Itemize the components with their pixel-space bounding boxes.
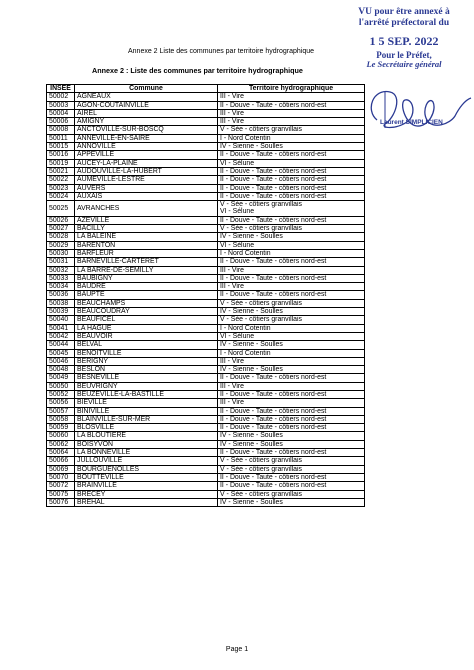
insee-cell: 50026 xyxy=(47,216,75,224)
insee-cell: 50040 xyxy=(47,316,75,324)
commune-cell: AUXAIS xyxy=(75,192,218,200)
table-row xyxy=(47,399,365,407)
territoire-cell: V - Sée - côtiers granvillais xyxy=(218,457,365,465)
insee-cell: 50060 xyxy=(47,432,75,440)
table-row xyxy=(47,274,365,282)
territoire-cell: II - Douve - Taute - côtiers nord-est xyxy=(218,167,365,175)
table-row xyxy=(47,258,365,266)
insee-cell: 50002 xyxy=(47,93,75,101)
insee-cell: 50052 xyxy=(47,390,75,398)
table-row xyxy=(47,374,365,382)
table-row xyxy=(47,126,365,134)
table-row xyxy=(47,482,365,490)
insee-cell: 50008 xyxy=(47,126,75,134)
insee-cell: 50016 xyxy=(47,151,75,159)
territoire-cell: V - Sée - côtiers granvillais xyxy=(218,465,365,473)
table-row xyxy=(47,415,365,423)
insee-cell: 50029 xyxy=(47,241,75,249)
table-row xyxy=(47,118,365,126)
table-row xyxy=(47,357,365,365)
commune-cell: LA BALEINE xyxy=(75,233,218,241)
insee-cell: 50011 xyxy=(47,134,75,142)
insee-cell: 50023 xyxy=(47,184,75,192)
territoire-cell: II - Douve - Taute - côtiers nord-est xyxy=(218,407,365,415)
insee-cell: 50015 xyxy=(47,143,75,151)
insee-cell: 50021 xyxy=(47,167,75,175)
insee-cell: 50034 xyxy=(47,283,75,291)
insee-cell: 50032 xyxy=(47,266,75,274)
column-header-commune: Commune xyxy=(75,85,218,93)
table-row xyxy=(47,299,365,307)
territoire-cell: IV - Sienne - Soulles xyxy=(218,366,365,374)
commune-cell: BINIVILLE xyxy=(75,407,218,415)
stamp-line-4: Le Secrétaire général xyxy=(366,59,442,69)
commune-cell: BELVAL xyxy=(75,341,218,349)
insee-cell: 50046 xyxy=(47,357,75,365)
table-row xyxy=(47,283,365,291)
commune-cell: BAUBIGNY xyxy=(75,274,218,282)
territoire-cell: III - Vire xyxy=(218,266,365,274)
table-row xyxy=(47,341,365,349)
commune-cell: AMIGNY xyxy=(75,118,218,126)
commune-cell: BEAUCHAMPS xyxy=(75,299,218,307)
communes-table xyxy=(46,84,365,507)
territoire-cell: I - Nord Cotentin xyxy=(218,324,365,332)
commune-cell: AGON-COUTAINVILLE xyxy=(75,101,218,109)
territoire-cell: I - Nord Cotentin xyxy=(218,134,365,142)
page-number: Page 1 xyxy=(225,646,249,653)
territoire-cell: II - Douve - Taute - côtiers nord-est xyxy=(218,151,365,159)
territoire-line: V - Sée - côtiers granvillais xyxy=(220,201,302,209)
commune-cell: BRAINVILLE xyxy=(75,482,218,490)
insee-cell: 50042 xyxy=(47,332,75,340)
commune-cell: BARFLEUR xyxy=(75,249,218,257)
table-row xyxy=(47,184,365,192)
table-row xyxy=(47,366,365,374)
insee-cell: 50066 xyxy=(47,457,75,465)
table-row xyxy=(47,349,365,357)
table-row xyxy=(47,201,365,217)
table-row xyxy=(47,407,365,415)
approval-stamp xyxy=(336,7,472,69)
insee-cell: 50033 xyxy=(47,274,75,282)
commune-cell: AIREL xyxy=(75,109,218,117)
table-row xyxy=(47,249,365,257)
handwritten-signature xyxy=(355,80,474,140)
insee-cell: 50022 xyxy=(47,176,75,184)
commune-cell: BESLON xyxy=(75,366,218,374)
commune-cell: ANCTOVILLE-SUR-BOSCQ xyxy=(75,126,218,134)
stamp-line-1: VU pour être annexé à xyxy=(358,7,450,17)
commune-cell: BERIGNY xyxy=(75,357,218,365)
commune-cell: BEAUFICEL xyxy=(75,316,218,324)
territoire-cell: V - Sée - côtiers granvillais xyxy=(218,316,365,324)
table-row xyxy=(47,167,365,175)
signatory-name: Laurent SIMPLICIEN xyxy=(380,119,443,126)
stamp-date: 1 5 SEP. 2022 xyxy=(369,34,439,48)
insee-cell: 50041 xyxy=(47,324,75,332)
territoire-cell: III - Vire xyxy=(218,109,365,117)
column-header-insee: INSEE xyxy=(47,85,75,93)
insee-cell: 50070 xyxy=(47,473,75,481)
column-header-territoire: Territoire hydrographique xyxy=(218,85,365,93)
commune-cell: BRECEY xyxy=(75,490,218,498)
table-row xyxy=(47,225,365,233)
commune-cell: JULLOUVILLE xyxy=(75,457,218,465)
commune-cell: BOUTTEVILLE xyxy=(75,473,218,481)
insee-cell: 50003 xyxy=(47,101,75,109)
table-row xyxy=(47,465,365,473)
insee-cell: 50048 xyxy=(47,366,75,374)
territoire-cell: I - Nord Cotentin xyxy=(218,249,365,257)
table-row xyxy=(47,143,365,151)
territoire-cell: II - Douve - Taute - côtiers nord-est xyxy=(218,374,365,382)
insee-cell: 50050 xyxy=(47,382,75,390)
commune-cell: AGNEAUX xyxy=(75,93,218,101)
territoire-cell: II - Douve - Taute - côtiers nord-est xyxy=(218,176,365,184)
insee-cell: 50024 xyxy=(47,192,75,200)
territoire-cell: V - Sée - côtiers granvillais xyxy=(218,225,365,233)
commune-cell: LA BONNEVILLE xyxy=(75,449,218,457)
insee-cell: 50049 xyxy=(47,374,75,382)
territoire-cell: II - Douve - Taute - côtiers nord-est xyxy=(218,101,365,109)
table-row xyxy=(47,473,365,481)
insee-cell: 50057 xyxy=(47,407,75,415)
territoire-cell: II - Douve - Taute - côtiers nord-est xyxy=(218,473,365,481)
table-row xyxy=(47,134,365,142)
table-row xyxy=(47,93,365,101)
insee-cell: 50027 xyxy=(47,225,75,233)
territoire-cell: IV - Sienne - Soulles xyxy=(218,233,365,241)
territoire-cell: III - Vire xyxy=(218,399,365,407)
document-header: Annexe 2 Liste des communes par territoire hydrographique xyxy=(128,48,314,55)
territoire-cell: VI - Sélune xyxy=(218,159,365,167)
insee-cell: 50036 xyxy=(47,291,75,299)
insee-cell: 50030 xyxy=(47,249,75,257)
territoire-cell: V - Sée - côtiers granvillais xyxy=(218,490,365,498)
commune-cell: LA HAGUE xyxy=(75,324,218,332)
commune-cell: BENOITVILLE xyxy=(75,349,218,357)
insee-cell: 50006 xyxy=(47,118,75,126)
insee-cell: 50056 xyxy=(47,399,75,407)
insee-cell: 50019 xyxy=(47,159,75,167)
territoire-cell: IV - Sienne - Soulles xyxy=(218,341,365,349)
territoire-cell: II - Douve - Taute - côtiers nord-est xyxy=(218,216,365,224)
territoire-cell: IV - Sienne - Soulles xyxy=(218,308,365,316)
insee-cell: 50004 xyxy=(47,109,75,117)
territoire-cell: IV - Sienne - Soulles xyxy=(218,498,365,506)
commune-cell: BAUDRE xyxy=(75,283,218,291)
insee-cell: 50039 xyxy=(47,308,75,316)
territoire-cell: IV - Sienne - Soulles xyxy=(218,432,365,440)
table-row xyxy=(47,449,365,457)
table-row xyxy=(47,192,365,200)
territoire-line: VI - Sélune xyxy=(220,208,255,216)
territoire-cell: II - Douve - Taute - côtiers nord-est xyxy=(218,192,365,200)
table-row xyxy=(47,432,365,440)
commune-cell: BIEVILLE xyxy=(75,399,218,407)
commune-cell: LA BLOUTIERE xyxy=(75,432,218,440)
commune-cell: AVRANCHES xyxy=(75,201,218,217)
table-row xyxy=(47,308,365,316)
commune-cell: ANNEVILLE-EN-SAIRE xyxy=(75,134,218,142)
commune-cell: BAUPTE xyxy=(75,291,218,299)
commune-cell: BESNEVILLE xyxy=(75,374,218,382)
territoire-cell: III - Vire xyxy=(218,357,365,365)
commune-cell: BARNEVILLE-CARTERET xyxy=(75,258,218,266)
commune-cell: ANNOVILLE xyxy=(75,143,218,151)
table-row xyxy=(47,159,365,167)
insee-cell: 50038 xyxy=(47,299,75,307)
table-row xyxy=(47,316,365,324)
document-title: Annexe 2 : Liste des communes par territoire hydrographique xyxy=(92,66,303,75)
commune-cell: AUMEVILLE-LESTRE xyxy=(75,176,218,184)
table-row xyxy=(47,390,365,398)
insee-cell: 50062 xyxy=(47,440,75,448)
commune-cell: BACILLY xyxy=(75,225,218,233)
territoire-cell: II - Douve - Taute - côtiers nord-est xyxy=(218,274,365,282)
commune-cell: BEUVRIGNY xyxy=(75,382,218,390)
insee-cell: 50059 xyxy=(47,424,75,432)
territoire-cell: II - Douve - Taute - côtiers nord-est xyxy=(218,424,365,432)
insee-cell: 50072 xyxy=(47,482,75,490)
territoire-cell: IV - Sienne - Soulles xyxy=(218,440,365,448)
table-row xyxy=(47,241,365,249)
territoire-cell: V - Sée - côtiers granvillais xyxy=(218,299,365,307)
territoire-cell: II - Douve - Taute - côtiers nord-est xyxy=(218,482,365,490)
table-row xyxy=(47,332,365,340)
table-row xyxy=(47,176,365,184)
commune-cell: BEAUVOIR xyxy=(75,332,218,340)
table-row xyxy=(47,324,365,332)
stamp-line-2: l'arrêté préfectoral du xyxy=(358,17,450,28)
table-row xyxy=(47,101,365,109)
commune-cell: AUCEY-LA-PLAINE xyxy=(75,159,218,167)
territoire-cell: III - Vire xyxy=(218,93,365,101)
commune-cell: BREHAL xyxy=(75,498,218,506)
table-row xyxy=(47,440,365,448)
table-row xyxy=(47,109,365,117)
insee-cell: 50028 xyxy=(47,233,75,241)
territoire-cell: III - Vire xyxy=(218,283,365,291)
stamp-line-3: Pour le Préfet, xyxy=(376,50,432,60)
commune-cell: APPEVILLE xyxy=(75,151,218,159)
table-row xyxy=(47,490,365,498)
commune-cell: AUVERS xyxy=(75,184,218,192)
table-row xyxy=(47,424,365,432)
territoire-cell: III - Vire xyxy=(218,382,365,390)
territoire-cell: V - Sée - côtiers granvillais xyxy=(218,126,365,134)
table-row xyxy=(47,498,365,506)
territoire-cell: II - Douve - Taute - côtiers nord-est xyxy=(218,449,365,457)
territoire-cell: II - Douve - Taute - côtiers nord-est xyxy=(218,258,365,266)
territoire-cell: VI - Sélune xyxy=(218,332,365,340)
table-body xyxy=(47,93,365,507)
territoire-cell: IV - Sienne - Soulles xyxy=(218,143,365,151)
table-row xyxy=(47,216,365,224)
territoire-cell: III - Vire xyxy=(218,118,365,126)
table-row xyxy=(47,457,365,465)
table-header-row xyxy=(47,85,365,93)
insee-cell: 50075 xyxy=(47,490,75,498)
insee-cell: 50064 xyxy=(47,449,75,457)
commune-cell: AZEVILLE xyxy=(75,216,218,224)
insee-cell: 50076 xyxy=(47,498,75,506)
table-row xyxy=(47,266,365,274)
table-row xyxy=(47,291,365,299)
commune-cell: BEUZEVILLE-LA-BASTILLE xyxy=(75,390,218,398)
territoire-cell: II - Douve - Taute - côtiers nord-est xyxy=(218,390,365,398)
insee-cell: 50044 xyxy=(47,341,75,349)
insee-cell: 50058 xyxy=(47,415,75,423)
insee-cell: 50025 xyxy=(47,201,75,217)
territoire-cell: II - Douve - Taute - côtiers nord-est xyxy=(218,415,365,423)
commune-cell: BOURGUENOLLES xyxy=(75,465,218,473)
commune-cell: BOISYVON xyxy=(75,440,218,448)
territoire-cell: II - Douve - Taute - côtiers nord-est xyxy=(218,184,365,192)
insee-cell: 50069 xyxy=(47,465,75,473)
table-row xyxy=(47,151,365,159)
commune-cell: BLAINVILLE-SUR-MER xyxy=(75,415,218,423)
territoire-cell: II - Douve - Taute - côtiers nord-est xyxy=(218,291,365,299)
territoire-cell xyxy=(218,201,365,217)
insee-cell: 50031 xyxy=(47,258,75,266)
insee-cell: 50045 xyxy=(47,349,75,357)
table-row xyxy=(47,233,365,241)
territoire-cell: I - Nord Cotentin xyxy=(218,349,365,357)
commune-cell: BARENTON xyxy=(75,241,218,249)
commune-cell: LA BARRE-DE-SEMILLY xyxy=(75,266,218,274)
commune-cell: BEAUCOUDRAY xyxy=(75,308,218,316)
table-row xyxy=(47,382,365,390)
commune-cell: BLOSVILLE xyxy=(75,424,218,432)
territoire-cell: VI - Sélune xyxy=(218,241,365,249)
commune-cell: AUDOUVILLE-LA-HUBERT xyxy=(75,167,218,175)
